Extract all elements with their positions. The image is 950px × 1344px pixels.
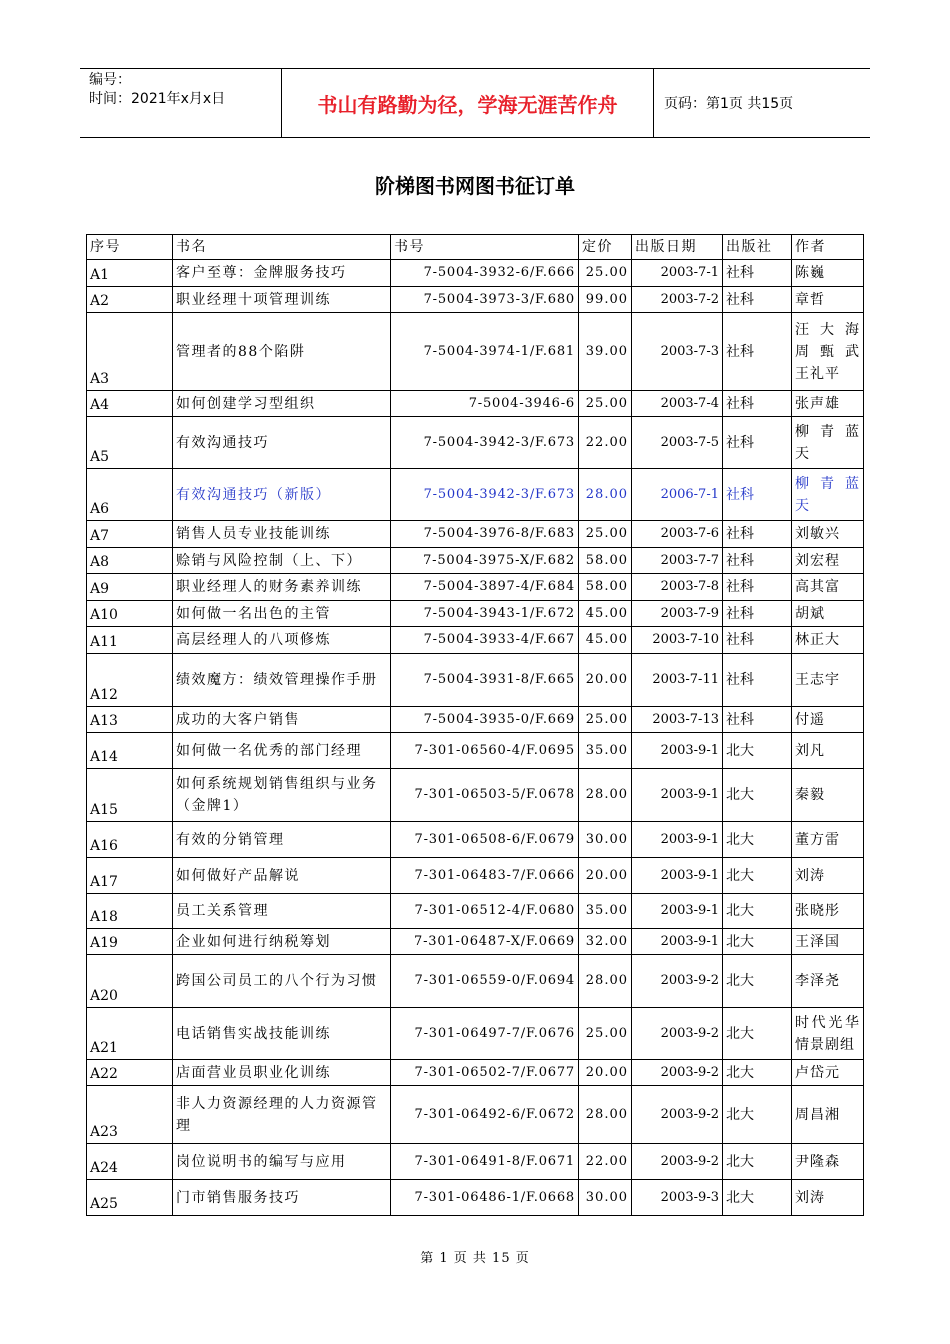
table-row (87, 601, 864, 627)
cell-seq: A7 (87, 521, 173, 548)
cell-author: 卢岱元 (792, 1060, 864, 1086)
cell-date: 2003-9-1 (632, 858, 723, 894)
cell-date: 2003-7-3 (632, 313, 723, 391)
cell-name: 有效的分销管理 (173, 822, 391, 858)
table-row (87, 391, 864, 417)
cell-seq: A8 (87, 548, 173, 574)
cell-name: 如何做好产品解说 (173, 858, 391, 894)
column-header: 出版社 (723, 235, 792, 260)
cell-author: 章哲 (792, 287, 864, 313)
cell-price: 20.00 (579, 654, 632, 707)
cell-pub: 北大 (723, 733, 792, 769)
table-header-row (87, 235, 864, 260)
cell-seq: A15 (87, 769, 173, 822)
table-row (87, 929, 864, 955)
cell-isbn: 7-5004-3975-X/F.682 (391, 548, 579, 574)
cell-isbn: 7-301-06487-X/F.0669 (391, 929, 579, 955)
cell-pub: 北大 (723, 1086, 792, 1144)
cell-isbn: 7-5004-3942-3/F.673 (391, 417, 579, 469)
cell-seq: A19 (87, 929, 173, 955)
cell-pub: 社科 (723, 469, 792, 521)
cell-seq: A2 (87, 287, 173, 313)
document-time-label: 时间：2021年x月x日 (89, 91, 226, 107)
cell-isbn: 7-301-06502-7/F.0677 (391, 1060, 579, 1086)
cell-isbn: 7-5004-3935-0/F.669 (391, 707, 579, 733)
cell-pub: 社科 (723, 521, 792, 548)
cell-price: 25.00 (579, 521, 632, 548)
cell-date: 2003-7-13 (632, 707, 723, 733)
cell-author: 尹隆森 (792, 1144, 864, 1180)
cell-name: 职业经理人的财务素养训练 (173, 574, 391, 601)
cell-isbn: 7-5004-3976-8/F.683 (391, 521, 579, 548)
cell-price: 22.00 (579, 417, 632, 469)
cell-pub: 北大 (723, 894, 792, 929)
cell-author: 高其富 (792, 574, 864, 601)
cell-pub: 社科 (723, 627, 792, 654)
cell-isbn: 7-301-06508-6/F.0679 (391, 822, 579, 858)
cell-author: 胡斌 (792, 601, 864, 627)
cell-author: 王志宇 (792, 654, 864, 707)
cell-price: 35.00 (579, 894, 632, 929)
cell-seq: A20 (87, 955, 173, 1008)
cell-price: 32.00 (579, 929, 632, 955)
cell-seq: A21 (87, 1008, 173, 1060)
cell-price: 39.00 (579, 313, 632, 391)
table-row (87, 654, 864, 707)
cell-seq: A9 (87, 574, 173, 601)
column-header: 作者 (792, 235, 864, 260)
cell-seq: A1 (87, 260, 173, 287)
cell-date: 2003-7-2 (632, 287, 723, 313)
cell-pub: 北大 (723, 822, 792, 858)
header-meta (80, 69, 281, 137)
cell-name: 跨国公司员工的八个行为习惯 (173, 955, 391, 1008)
cell-seq: A5 (87, 417, 173, 469)
cell-pub: 北大 (723, 1008, 792, 1060)
cell-price: 28.00 (579, 769, 632, 822)
cell-author: 刘凡 (792, 733, 864, 769)
cell-price: 20.00 (579, 858, 632, 894)
table-row (87, 469, 864, 521)
cell-isbn: 7-301-06560-4/F.0695 (391, 733, 579, 769)
cell-name: 高层经理人的八项修炼 (173, 627, 391, 654)
table-row (87, 733, 864, 769)
cell-date: 2003-9-2 (632, 1144, 723, 1180)
table-row (87, 417, 864, 469)
cell-date: 2003-9-3 (632, 1180, 723, 1216)
cell-seq: A13 (87, 707, 173, 733)
cell-isbn: 7-301-06483-7/F.0666 (391, 858, 579, 894)
cell-seq: A3 (87, 313, 173, 391)
cell-date: 2003-7-1 (632, 260, 723, 287)
cell-pub: 社科 (723, 313, 792, 391)
cell-date: 2003-7-11 (632, 654, 723, 707)
table-row (87, 955, 864, 1008)
column-header: 书名 (173, 235, 391, 260)
cell-price: 30.00 (579, 1180, 632, 1216)
cell-pub: 北大 (723, 955, 792, 1008)
cell-seq: A4 (87, 391, 173, 417)
cell-price: 45.00 (579, 627, 632, 654)
cell-date: 2003-7-6 (632, 521, 723, 548)
cell-seq: A24 (87, 1144, 173, 1180)
cell-pub: 社科 (723, 654, 792, 707)
table-row (87, 627, 864, 654)
cell-price: 58.00 (579, 548, 632, 574)
cell-name: 电话销售实战技能训练 (173, 1008, 391, 1060)
table-row (87, 1144, 864, 1180)
cell-price: 35.00 (579, 733, 632, 769)
cell-pub: 社科 (723, 707, 792, 733)
cell-price: 22.00 (579, 1144, 632, 1180)
cell-isbn: 7-5004-3943-1/F.672 (391, 601, 579, 627)
cell-pub: 社科 (723, 548, 792, 574)
cell-date: 2003-9-2 (632, 1086, 723, 1144)
cell-author: 柳 青 蓝 天 (792, 469, 864, 521)
cell-date: 2003-7-5 (632, 417, 723, 469)
cell-isbn: 7-301-06512-4/F.0680 (391, 894, 579, 929)
cell-pub: 社科 (723, 260, 792, 287)
cell-date: 2003-9-1 (632, 733, 723, 769)
cell-isbn: 7-301-06497-7/F.0676 (391, 1008, 579, 1060)
cell-seq: A12 (87, 654, 173, 707)
cell-price: 25.00 (579, 707, 632, 733)
cell-author: 张晓彤 (792, 894, 864, 929)
cell-isbn: 7-5004-3973-3/F.680 (391, 287, 579, 313)
cell-seq: A16 (87, 822, 173, 858)
cell-name: 如何创建学习型组织 (173, 391, 391, 417)
cell-isbn: 7-5004-3974-1/F.681 (391, 313, 579, 391)
cell-name: 有效沟通技巧（新版） (173, 469, 391, 521)
cell-date: 2003-7-10 (632, 627, 723, 654)
cell-author: 周昌湘 (792, 1086, 864, 1144)
cell-price: 20.00 (579, 1060, 632, 1086)
table-row (87, 858, 864, 894)
page-footer: 第 1 页 共 15 页 (420, 1251, 530, 1266)
cell-name: 如何做一名优秀的部门经理 (173, 733, 391, 769)
cell-seq: A25 (87, 1180, 173, 1216)
cell-price: 28.00 (579, 469, 632, 521)
cell-date: 2003-9-2 (632, 955, 723, 1008)
cell-isbn: 7-5004-3942-3/F.673 (391, 469, 579, 521)
cell-name: 岗位说明书的编写与应用 (173, 1144, 391, 1180)
cell-name: 如何系统规划销售组织与业务 （金牌1） (173, 769, 391, 822)
cell-seq: A22 (87, 1060, 173, 1086)
cell-name: 有效沟通技巧 (173, 417, 391, 469)
cell-name: 员工关系管理 (173, 894, 391, 929)
cell-price: 58.00 (579, 574, 632, 601)
cell-isbn: 7-5004-3931-8/F.665 (391, 654, 579, 707)
cell-price: 28.00 (579, 955, 632, 1008)
table-row (87, 574, 864, 601)
cell-author: 汪 大 海 周 甄 武 王礼平 (792, 313, 864, 391)
table-body (87, 235, 864, 1216)
cell-author: 刘涛 (792, 1180, 864, 1216)
cell-name: 管理者的88个陷阱 (173, 313, 391, 391)
cell-name: 如何做一名出色的主管 (173, 601, 391, 627)
cell-seq: A23 (87, 1086, 173, 1144)
cell-name: 绩效魔方：绩效管理操作手册 (173, 654, 391, 707)
cell-name: 职业经理十项管理训练 (173, 287, 391, 313)
cell-date: 2003-9-1 (632, 894, 723, 929)
cell-isbn: 7-301-06486-1/F.0668 (391, 1180, 579, 1216)
cell-name: 店面营业员职业化训练 (173, 1060, 391, 1086)
document-number-label: 编号： (89, 72, 131, 88)
column-header: 序号 (87, 235, 173, 260)
cell-seq: A18 (87, 894, 173, 929)
cell-author: 李泽尧 (792, 955, 864, 1008)
table-row (87, 1180, 864, 1216)
cell-pub: 北大 (723, 1180, 792, 1216)
cell-author: 张声雄 (792, 391, 864, 417)
cell-name: 赊销与风险控制（上、下） (173, 548, 391, 574)
header-page-info: 页码：第1页 共15页 (664, 96, 794, 112)
table-row (87, 287, 864, 313)
table-row (87, 707, 864, 733)
cell-date: 2003-9-2 (632, 1008, 723, 1060)
cell-name: 销售人员专业技能训练 (173, 521, 391, 548)
table-row (87, 1008, 864, 1060)
cell-price: 99.00 (579, 287, 632, 313)
cell-name: 成功的大客户销售 (173, 707, 391, 733)
cell-date: 2003-7-7 (632, 548, 723, 574)
table-row (87, 769, 864, 822)
table-row (87, 521, 864, 548)
cell-author: 刘敏兴 (792, 521, 864, 548)
cell-pub: 北大 (723, 929, 792, 955)
cell-date: 2003-9-1 (632, 769, 723, 822)
header-motto: 书山有路勤为径，学海无涯苦作舟 (281, 69, 654, 137)
cell-seq: A17 (87, 858, 173, 894)
table-row (87, 313, 864, 391)
cell-isbn: 7-301-06503-5/F.0678 (391, 769, 579, 822)
cell-name: 门市销售服务技巧 (173, 1180, 391, 1216)
cell-pub: 北大 (723, 1060, 792, 1086)
cell-name: 企业如何进行纳税筹划 (173, 929, 391, 955)
table-row (87, 1060, 864, 1086)
cell-pub: 社科 (723, 417, 792, 469)
cell-isbn: 7-301-06559-0/F.0694 (391, 955, 579, 1008)
cell-seq: A14 (87, 733, 173, 769)
cell-author: 董方雷 (792, 822, 864, 858)
cell-pub: 社科 (723, 601, 792, 627)
cell-author: 付遥 (792, 707, 864, 733)
cell-author: 秦毅 (792, 769, 864, 822)
cell-author: 陈巍 (792, 260, 864, 287)
cell-author: 林正大 (792, 627, 864, 654)
table-row (87, 548, 864, 574)
cell-date: 2003-7-9 (632, 601, 723, 627)
cell-pub: 北大 (723, 858, 792, 894)
cell-author: 王泽国 (792, 929, 864, 955)
cell-pub: 北大 (723, 769, 792, 822)
table-row (87, 1086, 864, 1144)
cell-isbn: 7-5004-3932-6/F.666 (391, 260, 579, 287)
cell-name: 客户至尊：金牌服务技巧 (173, 260, 391, 287)
cell-date: 2003-7-4 (632, 391, 723, 417)
column-header: 出版日期 (632, 235, 723, 260)
column-header: 定价 (579, 235, 632, 260)
cell-pub: 社科 (723, 287, 792, 313)
column-header: 书号 (391, 235, 579, 260)
cell-seq: A11 (87, 627, 173, 654)
cell-isbn: 7-301-06492-6/F.0672 (391, 1086, 579, 1144)
cell-name: 非人力资源经理的人力资源管理 (173, 1086, 391, 1144)
cell-date: 2003-9-1 (632, 822, 723, 858)
cell-author: 柳 青 蓝 天 (792, 417, 864, 469)
cell-seq: A10 (87, 601, 173, 627)
cell-isbn: 7-5004-3946-6 (391, 391, 579, 417)
cell-isbn: 7-5004-3897-4/F.684 (391, 574, 579, 601)
book-order-table (86, 234, 864, 1216)
cell-author: 刘涛 (792, 858, 864, 894)
cell-price: 25.00 (579, 1008, 632, 1060)
table-row (87, 260, 864, 287)
page-title: 阶梯图书网图书征订单 (375, 174, 575, 198)
cell-date: 2003-9-2 (632, 1060, 723, 1086)
cell-author: 刘宏程 (792, 548, 864, 574)
cell-price: 28.00 (579, 1086, 632, 1144)
cell-price: 25.00 (579, 391, 632, 417)
cell-pub: 北大 (723, 1144, 792, 1180)
cell-isbn: 7-5004-3933-4/F.667 (391, 627, 579, 654)
table-row (87, 822, 864, 858)
cell-price: 25.00 (579, 260, 632, 287)
cell-isbn: 7-301-06491-8/F.0671 (391, 1144, 579, 1180)
cell-date: 2003-7-8 (632, 574, 723, 601)
cell-author: 时代光华情景剧组 (792, 1008, 864, 1060)
cell-price: 45.00 (579, 601, 632, 627)
document-header (80, 68, 870, 138)
cell-pub: 社科 (723, 574, 792, 601)
cell-date: 2003-9-1 (632, 929, 723, 955)
cell-pub: 社科 (723, 391, 792, 417)
cell-price: 30.00 (579, 822, 632, 858)
cell-seq: A6 (87, 469, 173, 521)
cell-date: 2006-7-1 (632, 469, 723, 521)
table-row (87, 894, 864, 929)
